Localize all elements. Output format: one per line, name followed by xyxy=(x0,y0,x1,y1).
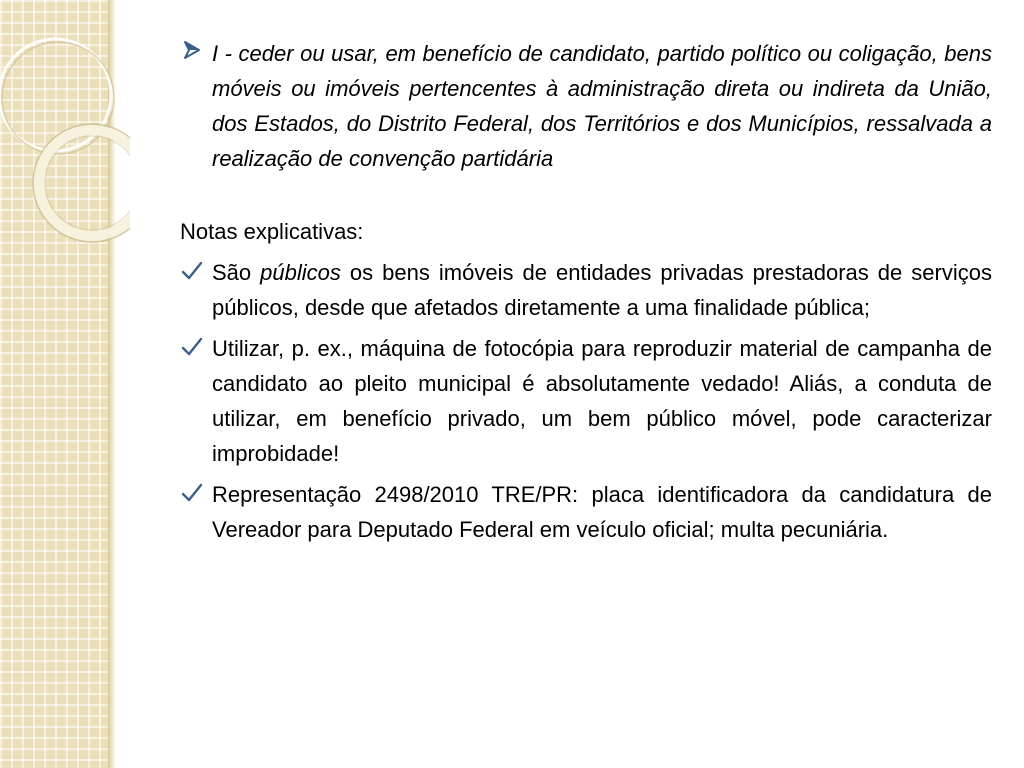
note-1-suffix: os bens imóveis de entidades privadas prestadoras de serviços públicos, desde que afetados diretamente a uma finalidade pública; xyxy=(212,260,992,320)
notes-heading: Notas explicativas: xyxy=(180,219,364,244)
note-item-2 xyxy=(180,331,992,471)
checkmark-icon xyxy=(180,335,204,359)
note-3-text: Representação 2498/2010 TRE/PR: placa identificadora da candidatura de Vereador para Deputado Federal em veículo oficial; multa pecuniária. xyxy=(212,482,992,542)
intro-bullet-item xyxy=(180,36,992,176)
checkmark-icon xyxy=(180,259,204,283)
note-2-text: Utilizar, p. ex., máquina de fotocópia para reproduzir material de campanha de candidato ao pleito municipal é absolutamente vedado! Aliás, a conduta de utilizar, em benefício privado, um bem público móvel, pode caracterizar improbidade! xyxy=(212,336,992,466)
slide-content xyxy=(180,36,992,547)
note-1-emphasis: públicos xyxy=(260,260,341,285)
arrow-bullet-icon xyxy=(180,38,204,62)
note-1-prefix: São xyxy=(212,260,261,285)
decorative-circles xyxy=(0,0,130,300)
note-item-1 xyxy=(180,255,992,325)
note-item-3 xyxy=(180,477,992,547)
intro-text: I - ceder ou usar, em benefício de candidato, partido político ou coligação, bens móveis ou imóveis pertencentes à administração direta ou indireta da União, dos Estados, do Distrito Federal, dos Territórios e dos Municípios, ressalvada a realização de convenção partidária xyxy=(212,41,992,171)
checkmark-icon xyxy=(180,481,204,505)
